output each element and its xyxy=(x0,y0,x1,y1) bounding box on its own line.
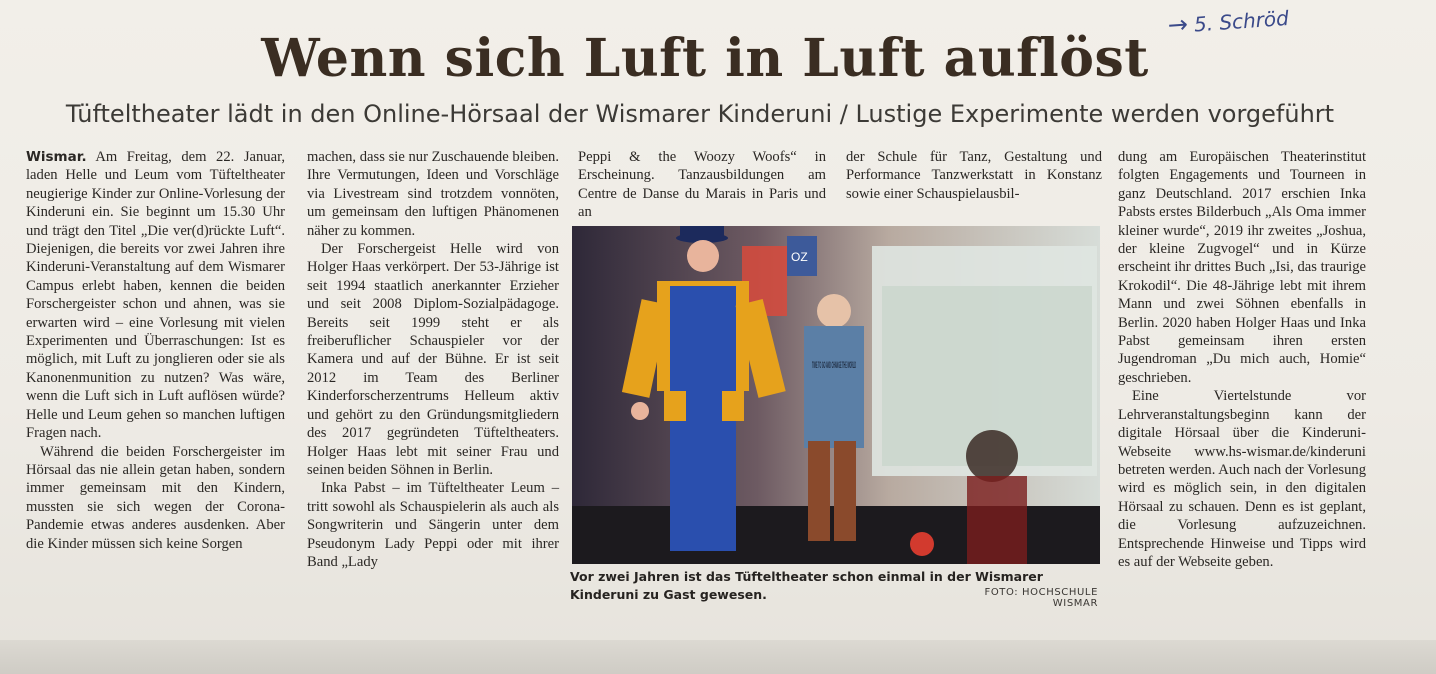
article-column-1 xyxy=(26,148,285,553)
arrow-icon: → xyxy=(1166,9,1189,40)
article-column-2 xyxy=(307,148,559,571)
paragraph: Eine Viertelstunde vor Lehrveranstaltungsbeginn kann der digitale Hörsaal über die Kinderuni-Webseite www.hs-wismar.de/kinderuni betreten werden. Auch nach der Vorlesung wird es möglich sein, in den digitalen Hörsaal zu schauen. Denn es ist geplant, die Vorlesung aufzuzeichnen. Entsprechende Hinweise und Tipps wird es auf der Webseite geben. xyxy=(1118,388,1366,570)
paragraph: Der Forschergeist Helle wird von Holger Haas verkörpert. Der 53-Jährige ist seit 1994 staatlich anerkannter Erzieher und seit 2008 Diplom-Sozialpädagoge. Bereits seit 1999 steht er als freiberuflicher Schauspieler vor der Kamera und auf der Bühne. Er ist seit 2012 im Team des Berliner Kinderforscherzentrums Helleum aktiv und gehört zu den Gründungsmitgliedern des 2017 gegründeten Tüfteltheaters. Holger Haas lebt mit seiner Frau und seinen beiden Söhnen in Berlin. xyxy=(307,241,559,478)
subheadline: Tüfteltheater lädt in den Online-Hörsaal der Wismarer Kinderuni / Lustige Experimente werden vorgeführt xyxy=(65,100,1335,128)
photo-caption: Vor zwei Jahren ist das Tüfteltheater schon einmal in der Wismarer Kinderuni zu Gast gewesen. xyxy=(570,569,1043,602)
paragraph: der Schule für Tanz, Gestaltung und Performance Tanzwerkstatt in Konstanz sowie einer Schauspielausbil- xyxy=(846,149,1102,202)
dateline: Wismar. xyxy=(26,149,87,165)
paragraph: dung am Europäischen Theaterinstitut folgten Engagements und Tourneen in ganz Deutschland. 2017 erschien Inka Pabsts erstes Bilderbuch „Als Oma immer kleiner wurde“, 2019 ihr zweites „Joshua, der kleine Zugvogel“ und in Kürze erscheint ihr drittes Buch „Isi, das traurige Krokodil“. Die 48-Jährige lebt mit ihrem Mann und zwei Söhnen ebenfalls in Berlin. 2020 haben Holger Haas und Inka Pabst gemeinsam ihren ersten Jugendroman „Du mich auch, Homie“ geschrieben. xyxy=(1118,149,1366,386)
shirt-print-text: TIME TO GO AND CHANGE THE WORLD xyxy=(812,360,857,370)
paragraph: machen, dass sie nur Zuschauende bleiben. Ihre Vermutungen, Ideen und Vorschläge via Livestream sind trotzdem vonnöten, um gemeinsam den luftigen Phänomenen näher zu kommen. xyxy=(307,149,559,239)
paragraph: Peppi & the Woozy Woofs“ in Erscheinung. Tanzausbildungen am Centre de Danse du Marais in Paris und an xyxy=(578,149,826,221)
paragraph: Während die beiden Forschergeister im Hörsaal das nie allein getan haben, sondern immer gemeinsam mit den Kindern, mussten sie sich wegen der Corona-Pandemie etwas anderes ausdenken. Aber die Kinder müssen sich keine Sorgen xyxy=(26,443,285,552)
paragraph: Inka Pabst – im Tüfteltheater Leum – tritt sowohl als Schauspielerin als auch als Songwriterin und Sängerin unter dem Pseudonym Lady Peppi oder mit ihrer Band „Lady xyxy=(307,480,559,570)
article-column-5 xyxy=(1118,148,1366,571)
article-column-4 xyxy=(846,148,1102,203)
handwritten-note-text: 5. Schröd xyxy=(1193,5,1290,37)
article-column-3 xyxy=(578,148,826,222)
stage-scene-illustration xyxy=(572,226,1100,564)
article-photo xyxy=(572,226,1100,564)
poster-sign-text: OZ xyxy=(791,250,808,264)
photo-credit: FOTO: HOCHSCHULE WISMAR xyxy=(984,587,1098,609)
paper-fold-edge xyxy=(0,640,1436,674)
headline: Wenn sich Luft in Luft auflöst xyxy=(261,28,1149,89)
paragraph-text: Am Freitag, dem 22. Januar, laden Helle und Leum vom Tüfteltheater neugierige Kinder zur Online-Vorlesung der Kinderuni ein. Sie beginnt um 15.30 Uhr und trägt den Titel „Die ver(d)rückte Luft“. Diejenigen, die bereits vor zwei Jahren ihre Kinderuni-Veranstaltung auf dem Wismarer Campus erlebt haben, kennen die beiden Forschergeister schon und ahnen, was sie erwarten wird – eine Vorlesung mit vielen Experimenten und Überraschungen: Ist es möglich, mit Luft zu jonglieren oder sie als Kanonenmunition zu nutzen? Was wäre, wenn die Luft sich in Luft auflösen würde? Helle und Leum gehen so manchen luftigen Fragen nach. xyxy=(26,149,285,442)
paragraph xyxy=(26,148,285,443)
